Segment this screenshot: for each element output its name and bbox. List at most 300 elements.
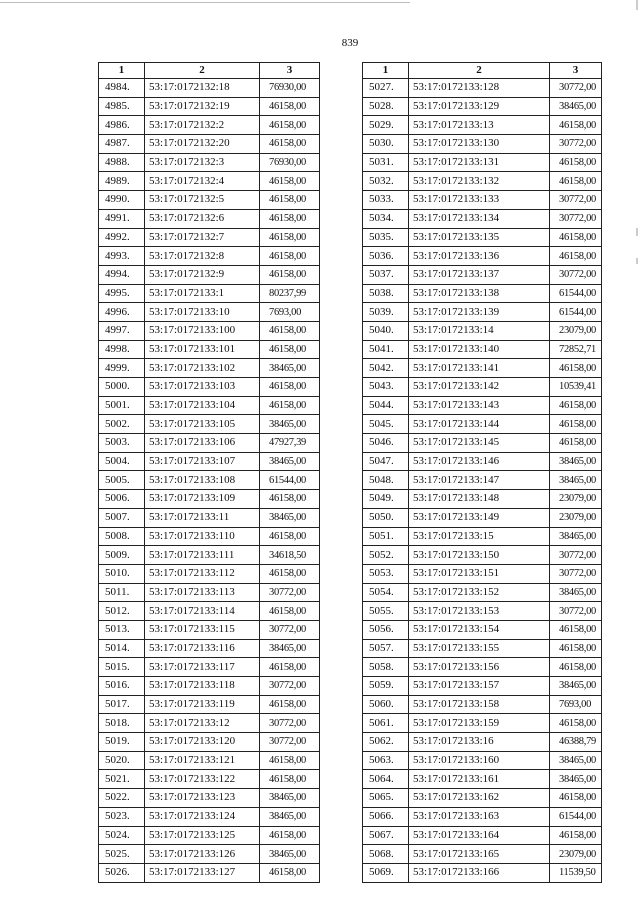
cadastral-number: 53:17:0172133:15	[409, 527, 550, 546]
value: 46158,00	[260, 490, 320, 509]
row-number: 5063.	[363, 751, 409, 770]
row-number: 5013.	[99, 620, 145, 639]
cadastral-number: 53:17:0172133:123	[145, 789, 260, 808]
cadastral-number: 53:17:0172133:164	[409, 826, 550, 845]
cadastral-number: 53:17:0172133:163	[409, 807, 550, 826]
row-number: 5039.	[363, 303, 409, 322]
table-row	[99, 751, 320, 770]
value: 46158,00	[260, 527, 320, 546]
cadastral-number: 53:17:0172133:114	[145, 602, 260, 621]
row-number: 5046.	[363, 434, 409, 453]
value: 38465,00	[260, 415, 320, 434]
row-number: 5003.	[99, 434, 145, 453]
value: 61544,00	[550, 284, 602, 303]
value: 46158,00	[260, 116, 320, 135]
table-row	[99, 620, 320, 639]
table-row	[363, 546, 602, 565]
value: 30772,00	[550, 209, 602, 228]
table-row	[363, 490, 602, 509]
row-number: 5017.	[99, 695, 145, 714]
cadastral-number: 53:17:0172133:120	[145, 733, 260, 752]
row-number: 5056.	[363, 620, 409, 639]
table-row	[99, 733, 320, 752]
row-number: 5038.	[363, 284, 409, 303]
header-col-2: 2	[145, 63, 260, 79]
row-number: 4994.	[99, 265, 145, 284]
value: 46158,00	[550, 172, 602, 191]
value: 10539,41	[550, 378, 602, 397]
table-row	[363, 284, 602, 303]
row-number: 5007.	[99, 508, 145, 527]
cadastral-number: 53:17:0172133:153	[409, 602, 550, 621]
table-row	[99, 284, 320, 303]
row-number: 5062.	[363, 733, 409, 752]
table-row	[99, 265, 320, 284]
cadastral-number: 53:17:0172133:150	[409, 546, 550, 565]
row-number: 5052.	[363, 546, 409, 565]
row-number: 5053.	[363, 564, 409, 583]
header-col-2: 2	[409, 63, 550, 79]
value: 30772,00	[260, 677, 320, 696]
row-number: 5043.	[363, 378, 409, 397]
row-number: 4998.	[99, 340, 145, 359]
cadastral-number: 53:17:0172133:130	[409, 135, 550, 154]
table-row	[99, 845, 320, 864]
table-row	[363, 396, 602, 415]
row-number: 5009.	[99, 546, 145, 565]
value: 23079,00	[550, 845, 602, 864]
row-number: 5016.	[99, 677, 145, 696]
row-number: 5041.	[363, 340, 409, 359]
value: 46158,00	[550, 153, 602, 172]
row-number: 5015.	[99, 658, 145, 677]
cadastral-number: 53:17:0172133:154	[409, 620, 550, 639]
value: 38465,00	[260, 789, 320, 808]
cadastral-number: 53:17:0172133:158	[409, 695, 550, 714]
row-number: 5018.	[99, 714, 145, 733]
row-number: 4985.	[99, 97, 145, 116]
cadastral-number: 53:17:0172133:116	[145, 639, 260, 658]
cadastral-number: 53:17:0172133:102	[145, 359, 260, 378]
value: 80237,99	[260, 284, 320, 303]
table-row	[363, 863, 602, 882]
row-number: 5061.	[363, 714, 409, 733]
row-number: 5011.	[99, 583, 145, 602]
value: 30772,00	[550, 564, 602, 583]
table-row	[363, 826, 602, 845]
table-row	[363, 733, 602, 752]
table-row	[99, 135, 320, 154]
scan-top-line	[0, 2, 410, 3]
row-number: 5024.	[99, 826, 145, 845]
cadastral-number: 53:17:0172133:104	[145, 396, 260, 415]
table-row	[363, 452, 602, 471]
table-row	[99, 415, 320, 434]
value: 38465,00	[550, 97, 602, 116]
value: 46158,00	[260, 228, 320, 247]
cadastral-number: 53:17:0172133:124	[145, 807, 260, 826]
cadastral-number: 53:17:0172133:161	[409, 770, 550, 789]
table-row	[363, 378, 602, 397]
table-row	[363, 751, 602, 770]
value: 46158,00	[550, 116, 602, 135]
cadastral-number: 53:17:0172132:3	[145, 153, 260, 172]
row-number: 5029.	[363, 116, 409, 135]
table-row	[363, 97, 602, 116]
row-number: 5050.	[363, 508, 409, 527]
value: 46158,00	[260, 863, 320, 882]
value: 38465,00	[550, 751, 602, 770]
row-number: 5010.	[99, 564, 145, 583]
row-number: 4992.	[99, 228, 145, 247]
row-number: 4991.	[99, 209, 145, 228]
row-number: 4997.	[99, 321, 145, 340]
row-number: 5058.	[363, 658, 409, 677]
cadastral-number: 53:17:0172133:145	[409, 434, 550, 453]
row-number: 5014.	[99, 639, 145, 658]
value: 46158,00	[260, 172, 320, 191]
table-row	[99, 340, 320, 359]
cadastral-number: 53:17:0172132:5	[145, 191, 260, 210]
value: 46158,00	[260, 97, 320, 116]
cadastral-number: 53:17:0172133:113	[145, 583, 260, 602]
row-number: 5025.	[99, 845, 145, 864]
cadastral-number: 53:17:0172133:165	[409, 845, 550, 864]
value: 72852,71	[550, 340, 602, 359]
table-row	[363, 321, 602, 340]
table-row	[99, 863, 320, 882]
header-col-3: 3	[550, 63, 602, 79]
cadastral-number: 53:17:0172133:107	[145, 452, 260, 471]
cadastral-number: 53:17:0172133:115	[145, 620, 260, 639]
table-row	[99, 209, 320, 228]
row-number: 4999.	[99, 359, 145, 378]
cadastral-number: 53:17:0172133:121	[145, 751, 260, 770]
table-row	[363, 79, 602, 98]
cadastral-number: 53:17:0172133:152	[409, 583, 550, 602]
row-number: 5008.	[99, 527, 145, 546]
cadastral-number: 53:17:0172133:146	[409, 452, 550, 471]
header-col-1: 1	[363, 63, 409, 79]
table-row	[363, 247, 602, 266]
scan-edge-marks	[632, 0, 638, 905]
value: 34618,50	[260, 546, 320, 565]
value: 30772,00	[260, 733, 320, 752]
value: 38465,00	[260, 359, 320, 378]
row-number: 5019.	[99, 733, 145, 752]
table-row	[99, 770, 320, 789]
right-table	[362, 62, 602, 883]
value: 30772,00	[260, 583, 320, 602]
row-number: 5002.	[99, 415, 145, 434]
cadastral-number: 53:17:0172133:143	[409, 396, 550, 415]
cadastral-number: 53:17:0172133:139	[409, 303, 550, 322]
row-number: 4995.	[99, 284, 145, 303]
table-row	[99, 639, 320, 658]
row-number: 5026.	[99, 863, 145, 882]
row-number: 4996.	[99, 303, 145, 322]
value: 38465,00	[260, 452, 320, 471]
value: 38465,00	[260, 639, 320, 658]
table-row	[363, 265, 602, 284]
value: 38465,00	[260, 807, 320, 826]
row-number: 5045.	[363, 415, 409, 434]
table-row	[363, 714, 602, 733]
row-number: 5037.	[363, 265, 409, 284]
table-row	[363, 228, 602, 247]
cadastral-number: 53:17:0172132:6	[145, 209, 260, 228]
cadastral-number: 53:17:0172133:11	[145, 508, 260, 527]
value: 61544,00	[550, 807, 602, 826]
row-number: 5048.	[363, 471, 409, 490]
row-number: 4989.	[99, 172, 145, 191]
row-number: 4988.	[99, 153, 145, 172]
row-number: 5028.	[363, 97, 409, 116]
row-number: 5022.	[99, 789, 145, 808]
table-row	[363, 508, 602, 527]
cadastral-number: 53:17:0172133:159	[409, 714, 550, 733]
cadastral-number: 53:17:0172132:7	[145, 228, 260, 247]
cadastral-number: 53:17:0172133:160	[409, 751, 550, 770]
cadastral-number: 53:17:0172133:110	[145, 527, 260, 546]
cadastral-number: 53:17:0172133:133	[409, 191, 550, 210]
cadastral-number: 53:17:0172133:155	[409, 639, 550, 658]
value: 76930,00	[260, 153, 320, 172]
row-number: 4986.	[99, 116, 145, 135]
table-row	[99, 228, 320, 247]
value: 38465,00	[550, 452, 602, 471]
value: 46158,00	[550, 434, 602, 453]
page-number: 839	[341, 37, 359, 49]
cadastral-number: 53:17:0172133:131	[409, 153, 550, 172]
cadastral-number: 53:17:0172133:1	[145, 284, 260, 303]
row-number: 5059.	[363, 677, 409, 696]
table-row	[363, 789, 602, 808]
value: 46388,79	[550, 733, 602, 752]
cadastral-number: 53:17:0172133:142	[409, 378, 550, 397]
table-row	[363, 116, 602, 135]
table-row	[363, 583, 602, 602]
value: 11539,50	[550, 863, 602, 882]
table-row	[363, 695, 602, 714]
row-number: 5066.	[363, 807, 409, 826]
value: 61544,00	[550, 303, 602, 322]
cadastral-number: 53:17:0172133:117	[145, 658, 260, 677]
value: 23079,00	[550, 321, 602, 340]
row-number: 5001.	[99, 396, 145, 415]
table-row	[99, 527, 320, 546]
value: 76930,00	[260, 79, 320, 98]
table-row	[363, 527, 602, 546]
value: 46158,00	[260, 321, 320, 340]
table-row	[99, 602, 320, 621]
row-number: 4990.	[99, 191, 145, 210]
row-number: 5055.	[363, 602, 409, 621]
value: 23079,00	[550, 508, 602, 527]
table-row	[363, 564, 602, 583]
cadastral-number: 53:17:0172133:157	[409, 677, 550, 696]
value: 46158,00	[550, 639, 602, 658]
row-number: 5021.	[99, 770, 145, 789]
table-row	[363, 209, 602, 228]
cadastral-number: 53:17:0172133:16	[409, 733, 550, 752]
value: 61544,00	[260, 471, 320, 490]
cadastral-number: 53:17:0172133:135	[409, 228, 550, 247]
cadastral-number: 53:17:0172133:136	[409, 247, 550, 266]
value: 46158,00	[260, 695, 320, 714]
table-row	[99, 434, 320, 453]
cadastral-number: 53:17:0172133:100	[145, 321, 260, 340]
row-number: 5032.	[363, 172, 409, 191]
cadastral-number: 53:17:0172132:9	[145, 265, 260, 284]
cadastral-number: 53:17:0172133:119	[145, 695, 260, 714]
row-number: 4984.	[99, 79, 145, 98]
cadastral-number: 53:17:0172133:140	[409, 340, 550, 359]
table-row	[363, 639, 602, 658]
value: 38465,00	[550, 583, 602, 602]
value: 46158,00	[550, 789, 602, 808]
row-number: 5067.	[363, 826, 409, 845]
cadastral-number: 53:17:0172133:109	[145, 490, 260, 509]
row-number: 4993.	[99, 247, 145, 266]
table-row	[99, 321, 320, 340]
cadastral-number: 53:17:0172133:156	[409, 658, 550, 677]
value: 38465,00	[550, 677, 602, 696]
row-number: 5049.	[363, 490, 409, 509]
table-row	[99, 79, 320, 98]
row-number: 5006.	[99, 490, 145, 509]
table-row	[99, 490, 320, 509]
cadastral-number: 53:17:0172133:12	[145, 714, 260, 733]
table-row	[99, 247, 320, 266]
table-row	[99, 452, 320, 471]
value: 46158,00	[550, 228, 602, 247]
row-number: 5020.	[99, 751, 145, 770]
value: 46158,00	[260, 658, 320, 677]
table-row	[99, 695, 320, 714]
cadastral-number: 53:17:0172133:108	[145, 471, 260, 490]
cadastral-number: 53:17:0172133:132	[409, 172, 550, 191]
cadastral-number: 53:17:0172133:147	[409, 471, 550, 490]
table-row	[363, 153, 602, 172]
value: 46158,00	[550, 620, 602, 639]
value: 46158,00	[550, 247, 602, 266]
table-row	[99, 789, 320, 808]
row-number: 5047.	[363, 452, 409, 471]
value: 46158,00	[260, 378, 320, 397]
value: 38465,00	[260, 845, 320, 864]
table-row	[363, 620, 602, 639]
cadastral-number: 53:17:0172132:20	[145, 135, 260, 154]
table-row	[363, 658, 602, 677]
value: 46158,00	[260, 135, 320, 154]
value: 38465,00	[550, 527, 602, 546]
row-number: 5064.	[363, 770, 409, 789]
row-number: 4987.	[99, 135, 145, 154]
cadastral-number: 53:17:0172133:118	[145, 677, 260, 696]
cadastral-number: 53:17:0172132:2	[145, 116, 260, 135]
table-row	[363, 135, 602, 154]
table-row	[99, 677, 320, 696]
header-row	[363, 63, 602, 79]
value: 46158,00	[260, 247, 320, 266]
cadastral-number: 53:17:0172133:101	[145, 340, 260, 359]
table-row	[99, 97, 320, 116]
table-row	[99, 303, 320, 322]
row-number: 5054.	[363, 583, 409, 602]
value: 30772,00	[550, 546, 602, 565]
row-number: 5033.	[363, 191, 409, 210]
row-number: 5065.	[363, 789, 409, 808]
row-number: 5030.	[363, 135, 409, 154]
row-number: 5034.	[363, 209, 409, 228]
table-row	[99, 191, 320, 210]
cadastral-number: 53:17:0172133:134	[409, 209, 550, 228]
value: 30772,00	[550, 79, 602, 98]
cadastral-number: 53:17:0172133:14	[409, 321, 550, 340]
cadastral-number: 53:17:0172133:141	[409, 359, 550, 378]
value: 30772,00	[260, 620, 320, 639]
value: 30772,00	[550, 135, 602, 154]
value: 46158,00	[260, 265, 320, 284]
value: 7693,00	[260, 303, 320, 322]
cadastral-number: 53:17:0172133:126	[145, 845, 260, 864]
table-row	[363, 434, 602, 453]
row-number: 5060.	[363, 695, 409, 714]
value: 46158,00	[260, 209, 320, 228]
value: 46158,00	[550, 415, 602, 434]
value: 46158,00	[550, 714, 602, 733]
cadastral-number: 53:17:0172133:144	[409, 415, 550, 434]
table-row	[99, 153, 320, 172]
table-row	[99, 564, 320, 583]
value: 46158,00	[550, 658, 602, 677]
value: 46158,00	[260, 396, 320, 415]
row-number: 5042.	[363, 359, 409, 378]
value: 46158,00	[550, 359, 602, 378]
cadastral-number: 53:17:0172133:128	[409, 79, 550, 98]
table-row	[99, 378, 320, 397]
table-row	[99, 172, 320, 191]
row-number: 5051.	[363, 527, 409, 546]
cadastral-number: 53:17:0172133:162	[409, 789, 550, 808]
value: 46158,00	[260, 602, 320, 621]
value: 46158,00	[550, 396, 602, 415]
row-number: 5004.	[99, 452, 145, 471]
cadastral-number: 53:17:0172132:19	[145, 97, 260, 116]
row-number: 5031.	[363, 153, 409, 172]
table-row	[363, 845, 602, 864]
row-number: 5023.	[99, 807, 145, 826]
value: 46158,00	[260, 340, 320, 359]
table-row	[363, 359, 602, 378]
table-row	[363, 303, 602, 322]
row-number: 5027.	[363, 79, 409, 98]
row-number: 5005.	[99, 471, 145, 490]
row-number: 5044.	[363, 396, 409, 415]
cadastral-number: 53:17:0172133:111	[145, 546, 260, 565]
left-table	[98, 62, 320, 883]
row-number: 5057.	[363, 639, 409, 658]
value: 30772,00	[550, 265, 602, 284]
cadastral-number: 53:17:0172133:10	[145, 303, 260, 322]
row-number: 5012.	[99, 602, 145, 621]
cadastral-number: 53:17:0172133:122	[145, 770, 260, 789]
cadastral-number: 53:17:0172133:138	[409, 284, 550, 303]
cadastral-number: 53:17:0172133:105	[145, 415, 260, 434]
table-row	[99, 359, 320, 378]
value: 30772,00	[550, 602, 602, 621]
